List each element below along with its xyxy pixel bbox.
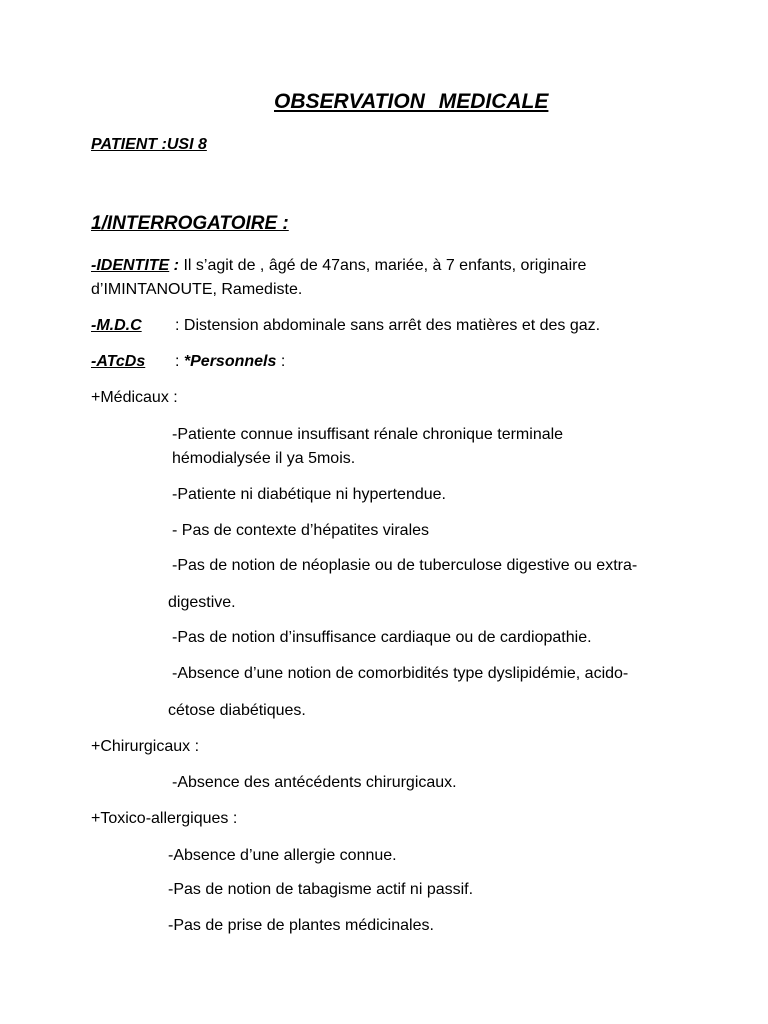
atcds-personnels: *Personnels [183,353,277,370]
medicaux-item: - Pas de contexte d’hépatites virales [172,522,430,539]
document-title: OBSERVATION MEDICALE [274,90,549,113]
identite-line-2: d’IMINTANOUTE, Ramediste. [91,281,303,298]
chirurgicaux-heading: +Chirurgicaux : [91,738,200,755]
medicaux-item: -Patiente ni diabétique ni hypertendue. [172,486,446,503]
mdc-label: -M.D.C [91,317,142,334]
mdc-line [91,316,600,335]
medicaux-heading: +Médicaux : [91,389,178,406]
section-heading-interrogatoire: 1/INTERROGATOIRE : [91,213,289,234]
medicaux-item: -Pas de notion d’insuffisance cardiaque ou de cardiopathie. [172,629,592,646]
mdc-text: : Distension abdominale sans arrêt des matières et des gaz. [175,317,601,334]
identite-colon: : [169,257,184,274]
toxico-item: -Absence d’une allergie connue. [168,847,397,864]
chirurgicaux-item: -Absence des antécédents chirurgicaux. [172,774,457,791]
medicaux-item: -Pas de notion de néoplasie ou de tuberculose digestive ou extra- [172,557,638,574]
medicaux-item: -Absence d’une notion de comorbidités type dyslipidémie, acido- [172,665,629,682]
toxico-heading: +Toxico-allergiques : [91,810,238,827]
atcds-colon: : [175,353,184,370]
toxico-item: -Pas de prise de plantes médicinales. [168,917,434,934]
toxico-item: -Pas de notion de tabagisme actif ni passif. [168,881,474,898]
medicaux-item: -Patiente connue insuffisant rénale chronique terminale [172,426,564,443]
patient-id: PATIENT :USI 8 [91,136,207,153]
identite-text: Il s’agit de , âgé de 47ans, mariée, à 7 enfants, originaire [183,257,587,274]
atcds-line [91,352,285,371]
medicaux-item: hémodialysée il ya 5mois. [172,450,356,467]
medicaux-item: digestive. [168,594,236,611]
atcds-after: : [276,353,286,370]
atcds-label: -ATcDs [91,353,146,370]
medicaux-item: cétose diabétiques. [168,702,306,719]
identite-label: -IDENTITE [91,257,170,274]
identite-line [91,256,586,275]
